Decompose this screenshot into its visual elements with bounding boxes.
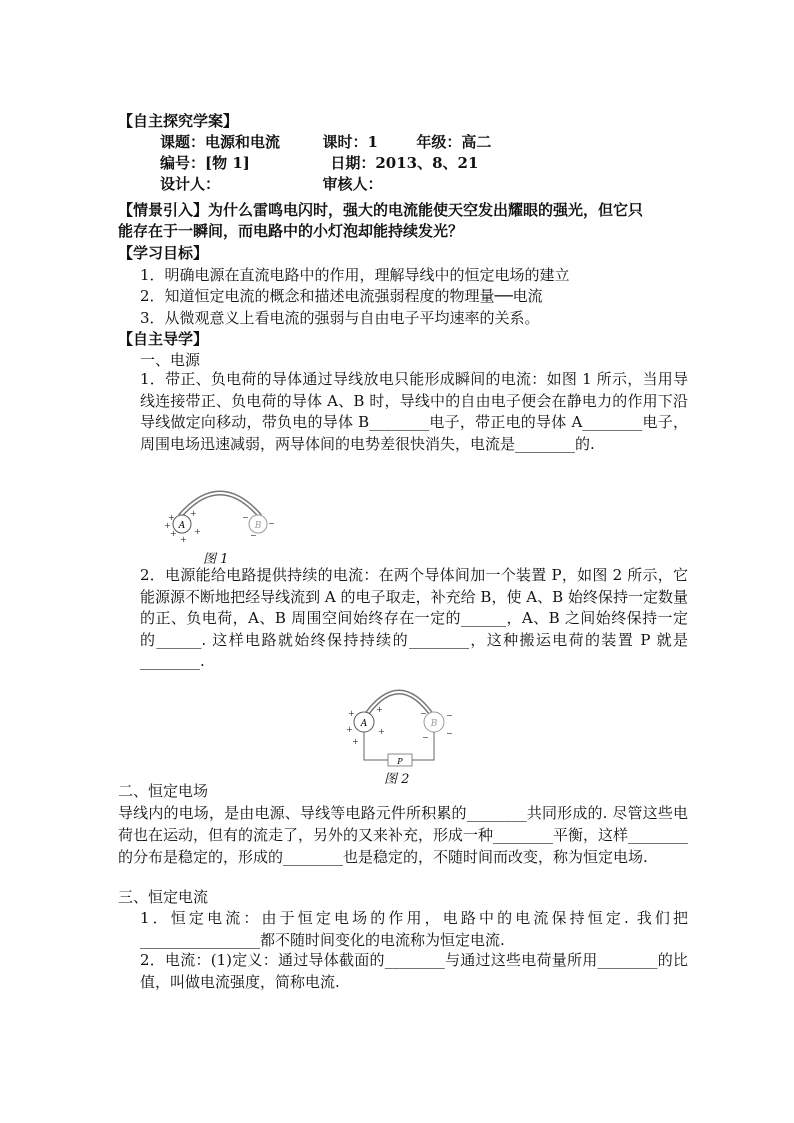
section-1-title: 一、电源 <box>140 351 201 369</box>
svg-text:+: + <box>180 535 187 544</box>
svg-text:−: − <box>250 531 257 540</box>
intro-label: 【情景引入】 <box>118 201 209 219</box>
designer: 设计人： <box>160 175 221 193</box>
svg-text:+: + <box>378 727 385 736</box>
figure-2-caption: 图 2 <box>384 772 410 787</box>
figure-1-caption: 图 1 <box>203 552 229 567</box>
goal-item-2: 2．知道恒定电流的概念和描述电流强弱程度的物理量──电流 <box>140 287 543 305</box>
svg-text:−: − <box>268 519 275 528</box>
header-row-1 <box>160 132 730 153</box>
header-row-3 <box>160 174 730 195</box>
svg-text:−: − <box>446 729 453 738</box>
svg-text:+: + <box>194 527 201 536</box>
goals-label: 【学习目标】 <box>118 244 209 262</box>
section-3-title: 三、恒定电流 <box>118 888 209 906</box>
lesson: 课时：1 <box>322 133 378 151</box>
paragraph-5: 2．电流：(1)定义：通过导体截面的________与通过这些电荷量所用________的比值，叫做电流强度，简称电流. <box>140 951 688 991</box>
header-row-2 <box>160 153 730 174</box>
lesson-number: 编号：[物 1] <box>160 154 250 172</box>
paragraph-3: 导线内的电场，是由电源、导线等电路元件所积累的________共同形成的. 尽管这些电荷也在运动，但有的流走了，另外的又来补充，形成一种________平衡，这样________的分布是稳定的，形成的________也是稳定的，不随时间而改变，称为恒定电场. <box>118 804 689 866</box>
svg-text:+: + <box>346 725 353 734</box>
topic: 课题：电源和电流 <box>160 133 281 151</box>
svg-text:+: + <box>348 709 355 718</box>
svg-text:−: − <box>420 709 427 718</box>
intro-line-2: 能存在于一瞬间，而电路中的小灯泡却能持续发光？ <box>118 222 464 240</box>
svg-text:+: + <box>170 529 177 538</box>
goal-item-3: 3．从微观意义上看电流的强弱与自由电子平均速率的关系。 <box>140 309 540 327</box>
intro-text-1: 为什么雷鸣电闪时，强大的电流能使天空发出耀眼的强光，但它只 <box>208 201 644 219</box>
figure-1-label-a: A <box>178 521 186 531</box>
svg-text:+: + <box>190 509 197 518</box>
reviewer: 审核人： <box>322 175 383 193</box>
date: 日期：2013、8、21 <box>330 154 479 172</box>
goal-item-1: 1．明确电源在直流电路中的作用，理解导线中的恒定电场的建立 <box>140 266 570 284</box>
figure-2-label-b: B <box>430 719 438 729</box>
svg-text:−: − <box>422 733 429 742</box>
paragraph-1: 1．带正、负电荷的导体通过导线放电只能形成瞬间的电流：如图 1 所示，当用导线连接带正、负电荷的导体 A、B 时，导线中的自由电子便会在静电力的作用下沿导线做定向移动，带负电的导体 B________电子，带正电的导体 A________电子，周围电场迅速减弱，两导体间的电势差很快消失，电流是________的. <box>140 370 688 453</box>
figure-1-label-b: B <box>254 521 262 531</box>
grade: 年级：高二 <box>416 133 492 151</box>
svg-text:+: + <box>164 521 171 530</box>
figure-2 <box>338 670 460 768</box>
paragraph-4: 1．恒定电流：由于恒定电场的作用，电路中的电流保持恒定. 我们把________________都不随时间变化的电流称为恒定电流. <box>140 909 688 949</box>
guide-label: 【自主导学】 <box>118 330 209 348</box>
svg-text:−: − <box>446 711 453 720</box>
section-title: 【自主探究学案】 <box>118 112 239 130</box>
figure-2-label-p: P <box>397 757 403 766</box>
paragraph-2: 2．电源能给电路提供持续的电流：在两个导体间加一个装置 P，如图 2 所示，它能源源不断地把经导线流到 A 的电子取走，补充给 B，使 A、B 始终保持一定数量的正、负电荷，A、B 周围空间始终存在一定的______，A、B 之间始终保持一定的______. 这样电路就始终保持持续的________，这种搬运电荷的装置 P 就是________. <box>140 566 688 670</box>
svg-text:+: + <box>168 513 175 522</box>
section-2-title: 二、恒定电场 <box>118 782 209 800</box>
svg-text:+: + <box>352 737 359 746</box>
figure-2-label-a: A <box>360 719 368 729</box>
svg-text:−: − <box>242 513 249 522</box>
intro-line-1 <box>118 200 688 221</box>
figure-1 <box>160 476 280 548</box>
svg-text:+: + <box>376 705 383 714</box>
